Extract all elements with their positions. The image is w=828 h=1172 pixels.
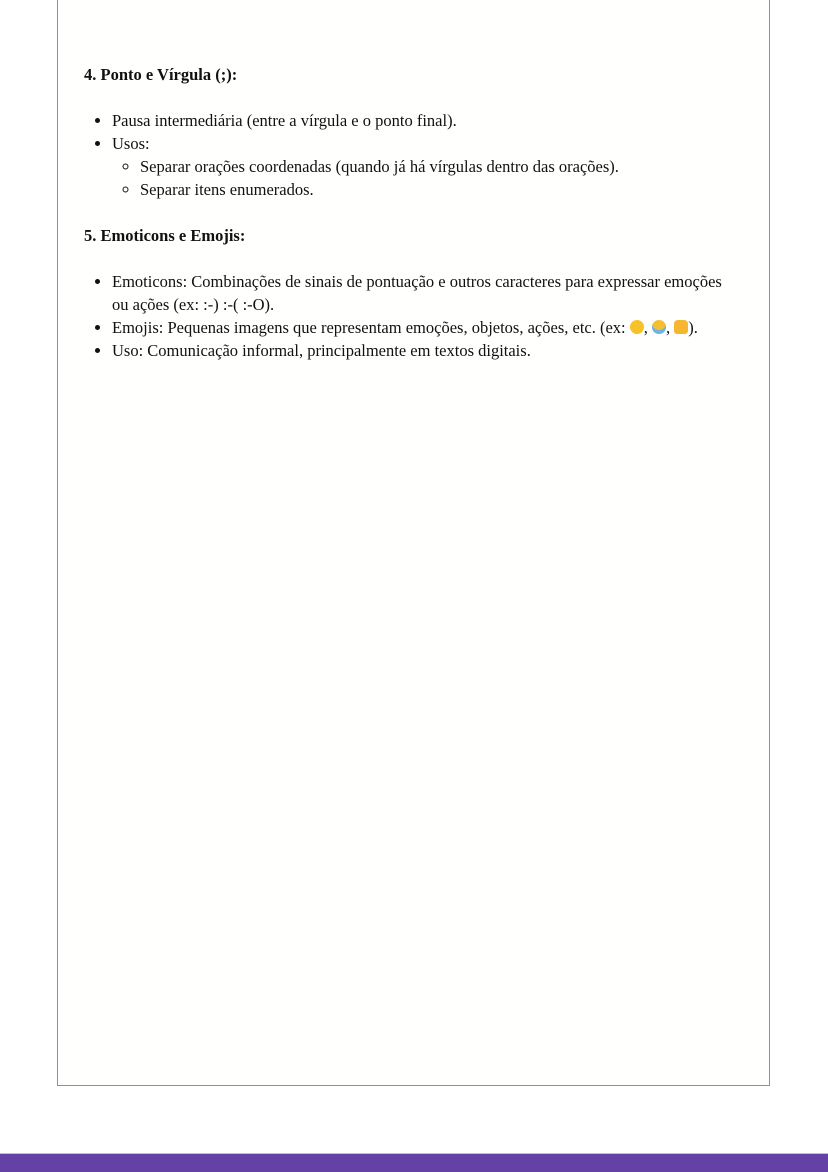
list-item-text: Emojis: Pequenas imagens que representam emoções, objetos, ações, etc. (ex: xyxy=(112,318,630,337)
bullet-list xyxy=(84,270,724,362)
closing-text: ). xyxy=(688,318,698,337)
list-item-label: Usos: xyxy=(112,134,150,153)
document-page xyxy=(57,0,770,1086)
tears-of-joy-emoji-icon xyxy=(652,320,666,334)
section-heading: 5. Emoticons e Emojis: xyxy=(84,226,246,245)
list-item: • Pausa intermediária (entre a vírgula e o ponto final). xyxy=(112,109,724,132)
list-item: • Uso: Comunicação informal, principalmente em textos digitais. xyxy=(112,339,724,362)
thumbs-up-emoji-icon xyxy=(674,320,688,334)
section-heading: 4. Ponto e Vírgula (;): xyxy=(84,65,238,84)
sub-list-item: ◦ Separar itens enumerados. xyxy=(140,178,724,201)
bullet-list xyxy=(84,109,724,201)
separator: , xyxy=(643,318,653,337)
list-item xyxy=(112,316,724,339)
separator: , xyxy=(666,318,675,337)
sub-list-item: ◦ Separar orações coordenadas (quando já há vírgulas dentro das orações). xyxy=(140,155,724,178)
list-item: • Emoticons: Combinações de sinais de pontuação e outros caracteres para expressar emoções ou ações (ex: :-) :-( :-O). xyxy=(112,270,724,316)
bottom-accent-bar xyxy=(0,1153,828,1172)
sub-list xyxy=(112,155,724,201)
page-content xyxy=(84,63,724,385)
list-item xyxy=(112,132,724,201)
smiling-face-emoji-icon xyxy=(630,320,644,334)
